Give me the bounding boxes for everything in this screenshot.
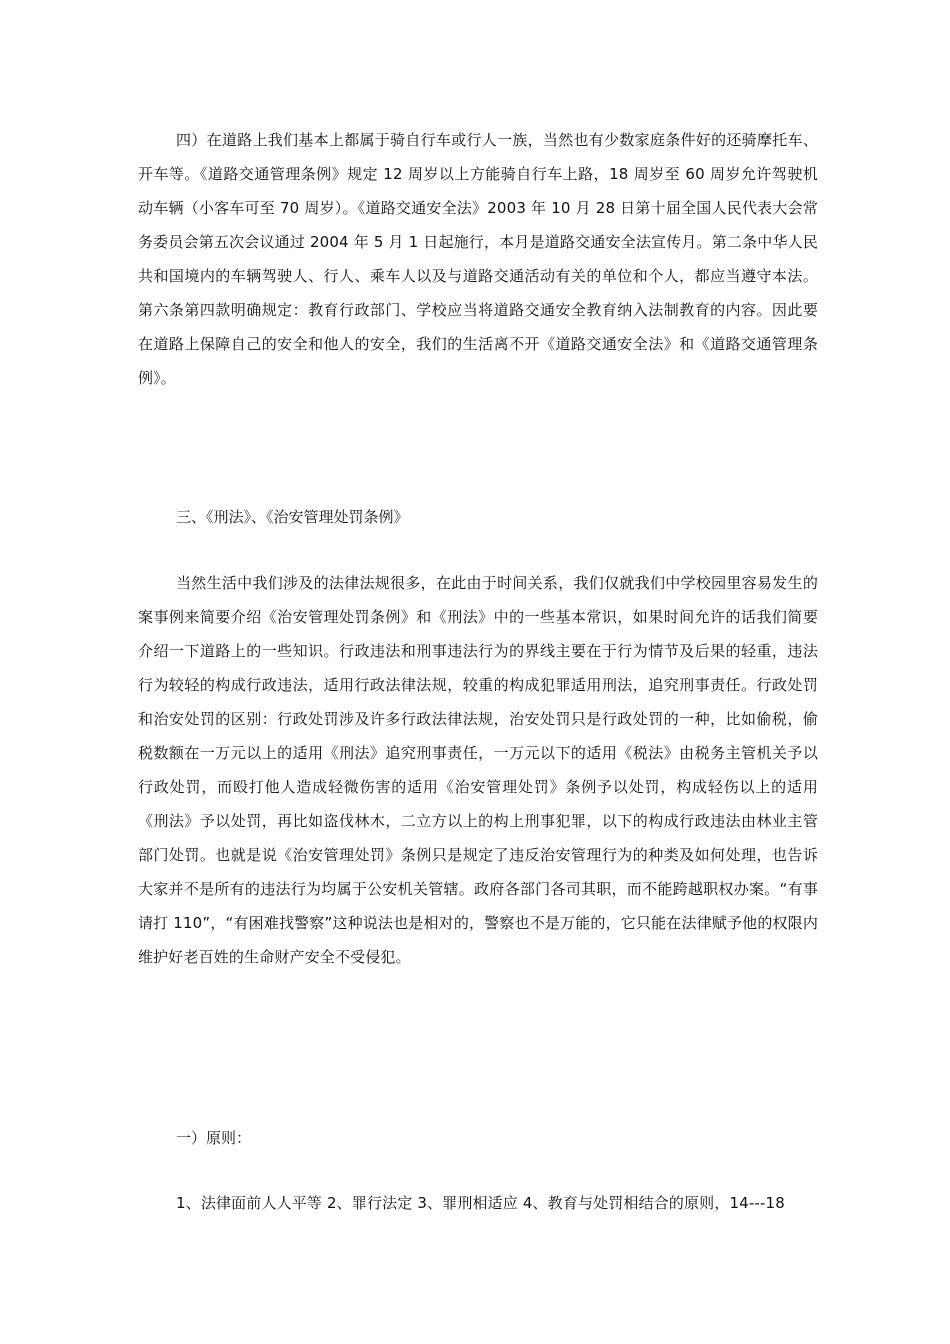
subheading-principles: 一）原则： <box>176 1129 252 1147</box>
paragraph-road-traffic: 四）在道路上我们基本上都属于骑自行车或行人一族，当然也有少数家庭条件好的还骑摩托车、开车等。《道路交通管理条例》规定 12 周岁以上方能骑自行车上路，18 周岁至 60 周岁允许驾驶机动车辆（小客车可至 70 周岁）。《道路交通安全法》2003 年 10 月 28 日第十届全国人民代表大会常务委员会第五次会议通过 2004 年 5 月 1 日起施行，本月是道路交通安全法宣传月。第二条中华人民共和国境内的车辆驾驶人、行人、乘车人以及与道路交通活动有关的单位和个人，都应当遵守本法。第六条第四款明确规定：教育行政部门、学校应当将道路交通安全教育纳入法制教育的内容。因此要在道路上保障自己的安全和他人的安全，我们的生活离不开《道路交通安全法》和《道路交通管理条例》。 <box>138 131 818 387</box>
paragraph-principles-list: 1、法律面前人人平等 2、罪行法定 3、罪刑相适应 4、教育与处罚相结合的原则，14---18 <box>176 1194 785 1212</box>
section-heading-criminal-law: 三、《刑法》、《治安管理处罚条例》 <box>176 508 409 526</box>
paragraph-laws-overview: 当然生活中我们涉及的法律法规很多，在此由于时间关系，我们仅就我们中学校园里容易发生的案事例来简要介绍《治安管理处罚条例》和《刑法》中的一些基本常识，如果时间允许的话我们简要介绍一下道路上的一些知识。行政违法和刑事违法行为的界线主要在于行为情节及后果的轻重，违法行为较轻的构成行政违法，适用行政法律法规，较重的构成犯罪适用刑法，追究刑事责任。行政处罚和治安处罚的区别：行政处罚涉及许多行政法律法规，治安处罚只是行政处罚的一种，比如偷税，偷税数额在一万元以上的适用《刑法》追究刑事责任，一万元以下的适用《税法》由税务主管机关予以行政处罚，而殴打他人造成轻微伤害的适用《治安管理处罚》条例予以处罚，构成轻伤以上的适用《刑法》予以处罚，再比如盗伐林木，二立方以上的构上刑事犯罪，以下的构成行政违法由林业主管部门处罚。也就是说《治安管理处罚》条例只是规定了违反治安管理行为的种类及如何处理，也告诉大家并不是所有的违法行为均属于公安机关管辖。政府各部门各司其职，而不能跨越职权办案。“有事请打 110”，“有困难找警察”这种说法也是相对的，警察也不是万能的，它只能在法律赋予他的权限内维护好老百姓的生命财产安全不受侵犯。 <box>138 574 818 966</box>
